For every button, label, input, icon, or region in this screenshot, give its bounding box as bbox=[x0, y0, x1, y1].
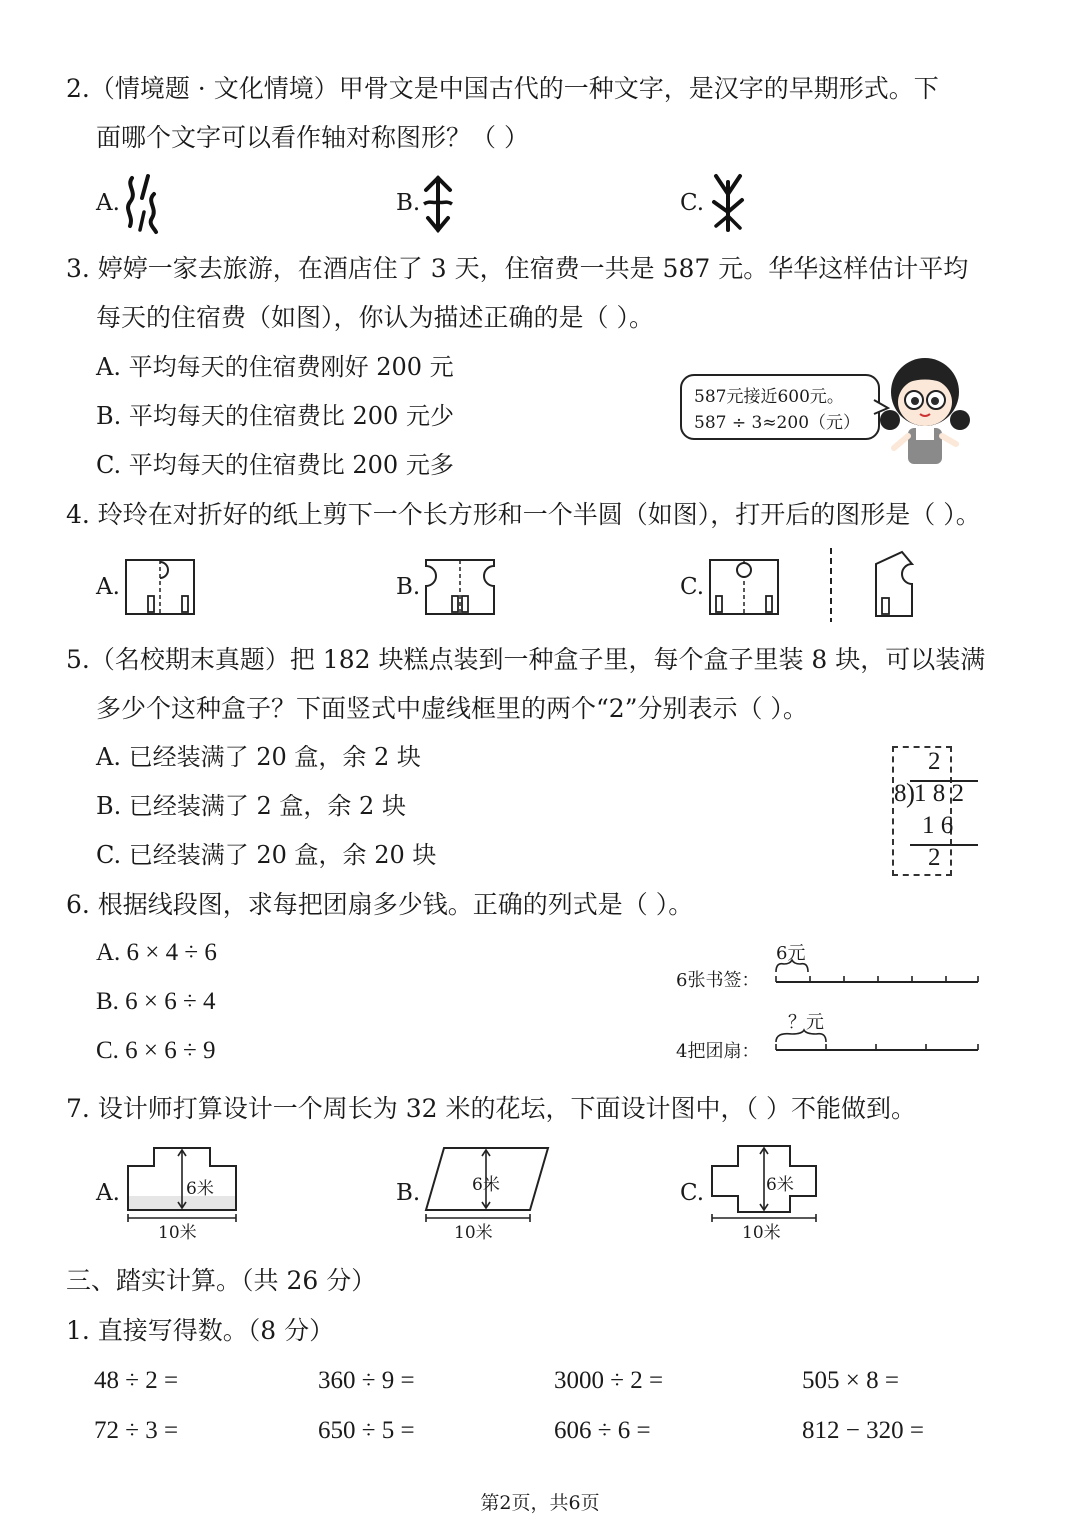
division-divisor: 8 bbox=[894, 780, 907, 807]
calc-r1-c4: 505 × 8 = bbox=[802, 1367, 899, 1394]
section3-title: 三、踏实计算。（共 26 分） bbox=[66, 1266, 377, 1295]
q7-a-width: 10米 bbox=[158, 1223, 197, 1243]
calc-r1-c3: 3000 ÷ 2 = bbox=[554, 1367, 664, 1394]
q6-option-b: B. 6 × 6 ÷ 4 bbox=[96, 988, 216, 1015]
q7-shape-c bbox=[708, 1142, 822, 1224]
q2-option-a: A. bbox=[96, 190, 120, 216]
q2-line2: 面哪个文字可以看作轴对称图形？（ ） bbox=[96, 123, 529, 152]
bar2-brace-label: ？元 bbox=[788, 1012, 824, 1033]
bar1-brace-label: 6元 bbox=[776, 943, 806, 964]
bar1-label: 6张书签： bbox=[676, 970, 760, 991]
calc-r1-c1: 48 ÷ 2 = bbox=[94, 1367, 179, 1394]
q7-shape-a bbox=[124, 1146, 244, 1224]
division-product: 1 6 bbox=[922, 812, 954, 839]
q7-b-height: 6米 bbox=[472, 1175, 500, 1195]
oracle-char-c-icon bbox=[708, 172, 748, 234]
q3-line2: 每天的住宿费（如图），你认为描述正确的是（ ）。 bbox=[96, 303, 654, 332]
q5-option-b: B. 已经装满了 2 盒，余 2 块 bbox=[96, 792, 406, 820]
calc-r2-c3: 606 ÷ 6 = bbox=[554, 1417, 651, 1444]
q4-shape-a bbox=[124, 558, 196, 616]
q2-option-c: C. bbox=[680, 190, 705, 216]
q4-shape-c bbox=[708, 558, 780, 616]
division-bracket: ) bbox=[906, 778, 915, 808]
division-subtract-line bbox=[910, 844, 978, 846]
division-remainder: 2 bbox=[928, 844, 941, 871]
q4-folded-paper bbox=[872, 550, 916, 618]
q5-option-a: A. 已经装满了 20 盒，余 2 块 bbox=[96, 743, 421, 771]
section3-sub1: 1. 直接写得数。（8 分） bbox=[66, 1316, 335, 1345]
speech-bubble bbox=[680, 374, 880, 440]
fan-bar bbox=[772, 1028, 982, 1058]
q6-option-a: A. 6 × 4 ÷ 6 bbox=[96, 939, 217, 966]
calc-r2-c2: 650 ÷ 5 = bbox=[318, 1417, 415, 1444]
q7-line1: 7. 设计师打算设计一个周长为 32 米的花坛，下面设计图中，（ ）不能做到。 bbox=[66, 1094, 916, 1123]
calc-r1-c2: 360 ÷ 9 = bbox=[318, 1367, 415, 1394]
bubble-text-2: 587 ÷ 3≈200（元） bbox=[694, 413, 861, 433]
q7-option-c: C. bbox=[680, 1180, 705, 1206]
long-division bbox=[888, 746, 984, 876]
q7-c-width: 10米 bbox=[742, 1223, 781, 1243]
q7-a-height: 6米 bbox=[186, 1179, 214, 1199]
q7-option-a: A. bbox=[96, 1180, 120, 1206]
q4-option-b: B. bbox=[396, 574, 421, 600]
q7-option-b: B. bbox=[396, 1180, 421, 1206]
fold-line bbox=[828, 548, 834, 622]
bar2-label: 4把团扇： bbox=[676, 1041, 760, 1062]
q4-option-a: A. bbox=[96, 574, 120, 600]
q4-option-c: C. bbox=[680, 574, 705, 600]
q6-line1: 6. 根据线段图，求每把团扇多少钱。正确的列式是（ ）。 bbox=[66, 890, 694, 919]
calc-r2-c1: 72 ÷ 3 = bbox=[94, 1417, 179, 1444]
oracle-char-b-icon bbox=[420, 174, 456, 234]
q3-option-b: B. 平均每天的住宿费比 200 元少 bbox=[96, 402, 454, 430]
q7-b-width: 10米 bbox=[454, 1223, 493, 1243]
q2-option-b: B. bbox=[396, 190, 421, 216]
q4-shape-b bbox=[424, 558, 496, 616]
q2-line1: 2.（情境题 · 文化情境）甲骨文是中国古代的一种文字，是汉字的早期形式。下 bbox=[66, 74, 939, 103]
q4-line1: 4. 玲玲在对折好的纸上剪下一个长方形和一个半圆（如图），打开后的图形是（ ）。 bbox=[66, 500, 981, 529]
division-quotient: 2 bbox=[928, 748, 941, 775]
q3-line1: 3. 婷婷一家去旅游，在酒店住了 3 天，住宿费一共是 587 元。华华这样估计平均 bbox=[66, 254, 969, 283]
q6-option-c: C. 6 × 6 ÷ 9 bbox=[96, 1037, 216, 1064]
division-dividend: 1 8 2 bbox=[914, 780, 964, 807]
dashed-box bbox=[892, 746, 952, 876]
q3-option-a: A. 平均每天的住宿费刚好 200 元 bbox=[96, 353, 454, 381]
q7-c-height: 6米 bbox=[766, 1175, 794, 1195]
girl-icon bbox=[880, 352, 970, 468]
page-footer: 第2页，共6页 bbox=[480, 1492, 600, 1514]
oracle-char-a-icon bbox=[124, 172, 164, 234]
q5-line1: 5.（名校期末真题）把 182 块糕点装到一种盒子里，每个盒子里装 8 块，可以装满 bbox=[66, 645, 986, 674]
q5-option-c: C. 已经装满了 20 盒，余 20 块 bbox=[96, 841, 437, 869]
q5-line2: 多少个这种盒子？下面竖式中虚线框里的两个“2”分别表示（ ）。 bbox=[96, 694, 808, 723]
calc-r2-c4: 812 − 320 = bbox=[802, 1417, 924, 1444]
q3-option-c: C. 平均每天的住宿费比 200 元多 bbox=[96, 451, 454, 479]
bookmark-bar bbox=[772, 958, 982, 988]
bubble-text-1: 587元接近600元。 bbox=[694, 387, 844, 407]
